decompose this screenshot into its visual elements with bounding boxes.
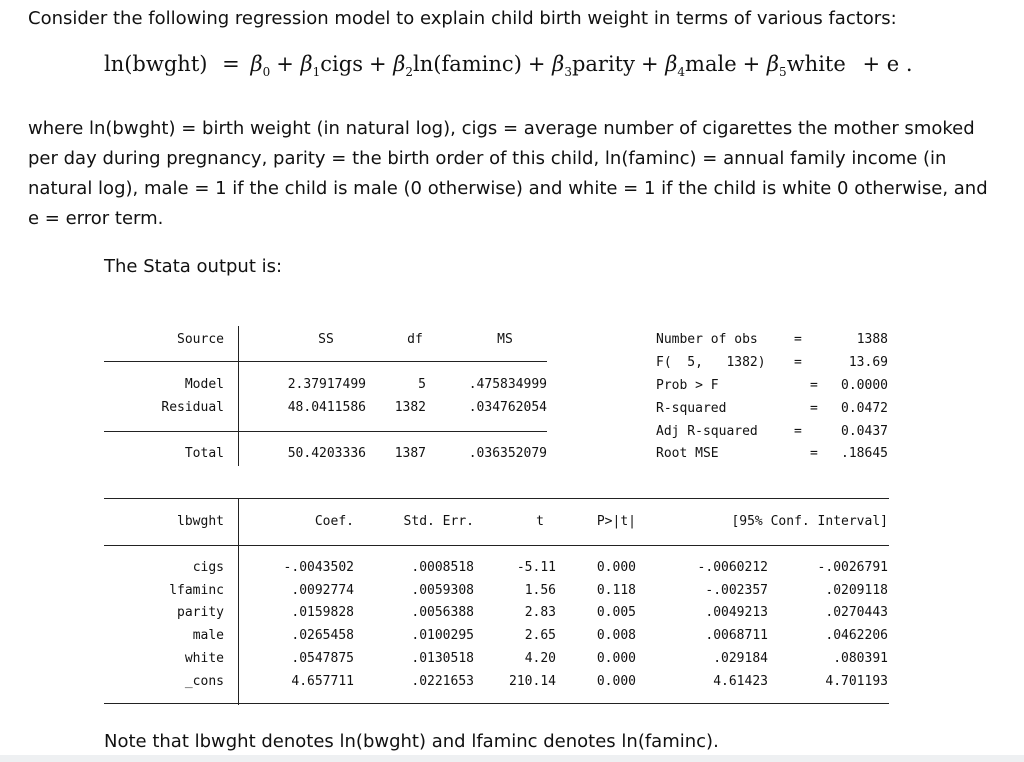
coef-header-rule (104, 545, 889, 546)
equation-plus: + (368, 52, 394, 76)
anova-ms-model: .475834999 (468, 377, 547, 392)
coef-cell-var: male (192, 628, 224, 644)
beta-symbol: β (300, 52, 313, 76)
anova-header-ss: SS (318, 332, 334, 347)
coef-cell-hi: .0209118 (825, 582, 888, 598)
stata-output-label: The Stata output is: (104, 256, 283, 277)
anova-source-residual: Residual (161, 400, 224, 415)
definition-line: e = error term. (28, 208, 164, 229)
equation-variable: ln(faminc) (413, 52, 522, 76)
coef-cell-var: parity (177, 605, 224, 621)
equation-plus: + (640, 52, 666, 76)
anova-total-rule (104, 431, 547, 432)
coef-cell-se: .0059308 (411, 582, 474, 598)
footnote: Note that lbwght denotes ln(bwght) and lfaminc denotes ln(faminc). (104, 731, 719, 752)
stat-value-obs: 1388 (856, 332, 888, 347)
coef-cell-p: 0.005 (596, 605, 636, 621)
equation-variable: white (786, 52, 846, 76)
equation-variable: male (685, 52, 737, 76)
coef-cell-hi: .0462206 (825, 628, 888, 644)
coef-cell-t: 2.83 (524, 605, 556, 621)
anova-source-total: Total (184, 446, 224, 461)
coef-cell-coef: .0265458 (291, 628, 354, 644)
equation-error: + e . (862, 52, 913, 76)
stat-label-rmse: Root MSE (656, 446, 719, 461)
coef-header-var: lbwght (177, 514, 224, 529)
equation-variable: cigs (320, 52, 363, 76)
coef-cell-lo: .0068711 (705, 628, 768, 644)
anova-df-total: 1387 (394, 446, 426, 461)
coef-header-se: Std. Err. (403, 514, 474, 529)
anova-divider (238, 326, 239, 466)
coef-header-ci: [95% Conf. Interval] (731, 514, 888, 529)
stat-label-adjr2: Adj R-squared (656, 424, 758, 439)
beta-subscript: 4 (677, 65, 686, 80)
coef-cell-lo: 4.61423 (713, 673, 768, 689)
coef-cell-p: 0.000 (596, 650, 636, 666)
equation-plus: + (742, 52, 767, 76)
stat-value-f: 13.69 (848, 355, 888, 370)
stat-label-prob: Prob > F (656, 378, 719, 393)
coef-cell-hi: .080391 (833, 650, 888, 666)
coef-cell-coef: -.0043502 (283, 560, 354, 575)
anova-ms-total: .036352079 (468, 446, 547, 461)
stat-label-f: F( 5, 1382) (656, 355, 766, 370)
equation-equals: = (222, 52, 240, 76)
stat-eq: = (810, 446, 818, 461)
equation-plus: + (276, 52, 301, 76)
stat-value-rmse: .18645 (841, 446, 888, 461)
anova-df-residual: 1382 (394, 400, 426, 415)
coef-header-coef: Coef. (314, 514, 354, 529)
equation-term (742, 52, 846, 80)
anova-ss-residual: 48.0411586 (287, 400, 366, 415)
coef-cell-coef: 4.657711 (291, 673, 354, 689)
beta-symbol: β (250, 52, 263, 76)
coef-cell-t: 2.65 (524, 628, 556, 644)
beta-symbol: β (552, 52, 565, 76)
stat-eq: = (794, 355, 802, 370)
coef-cell-se: .0056388 (411, 605, 474, 621)
coef-cell-se: .0221653 (411, 673, 474, 689)
intro-text: Consider the following regression model to explain child birth weight in terms of various factors: (28, 8, 897, 29)
equation-term (250, 52, 271, 80)
coef-cell-lo: .0049213 (705, 605, 768, 621)
coef-cell-hi: 4.701193 (825, 673, 888, 689)
beta-subscript: 5 (779, 65, 787, 80)
stat-value-adjr2: 0.0437 (841, 424, 888, 439)
stat-eq: = (794, 332, 802, 347)
coef-top-rule (104, 498, 889, 499)
coef-cell-se: .0100295 (411, 628, 474, 644)
definition-line: natural log), male = 1 if the child is male (0 otherwise) and white = 1 if the child is white 0 otherwise, and (28, 178, 988, 199)
stat-value-prob: 0.0000 (841, 378, 888, 393)
coef-cell-var: white (184, 650, 224, 666)
coef-cell-t: 1.56 (524, 582, 556, 598)
beta-subscript: 2 (405, 65, 414, 80)
beta-subscript: 3 (564, 65, 572, 80)
anova-df-model: 5 (418, 377, 426, 392)
coef-header-p: P>|t| (596, 514, 636, 529)
stat-label-obs: Number of obs (656, 332, 758, 347)
coef-cell-var: lfaminc (169, 582, 224, 598)
coef-cell-p: 0.118 (596, 582, 636, 598)
anova-ms-residual: .034762054 (468, 400, 547, 415)
coef-cell-hi: -.0026791 (817, 560, 888, 575)
stat-eq: = (810, 378, 818, 393)
definition-line: where ln(bwght) = birth weight (in natural log), cigs = average number of cigarettes the mother smoked (28, 118, 975, 139)
coef-cell-coef: .0159828 (291, 605, 354, 621)
coef-bottom-rule (104, 703, 889, 704)
anova-header-df: df (407, 332, 423, 347)
coef-cell-lo: -.0060212 (697, 560, 768, 575)
beta-symbol: β (393, 52, 406, 76)
beta-subscript: 0 (262, 65, 271, 80)
equation-lhs: ln(bwght) (104, 52, 208, 76)
stat-eq: = (794, 424, 802, 439)
beta-symbol: β (665, 52, 678, 76)
stat-eq: = (810, 401, 818, 416)
coef-cell-var: _cons (184, 673, 224, 689)
definition-line: per day during pregnancy, parity = the birth order of this child, ln(faminc) = annual family income (in (28, 148, 947, 169)
regression-equation (104, 52, 913, 79)
equation-term (276, 52, 363, 80)
coef-cell-se: .0130518 (411, 650, 474, 666)
coef-cell-se: .0008518 (411, 560, 474, 575)
coef-cell-lo: -.002357 (705, 582, 768, 598)
beta-subscript: 1 (312, 65, 321, 80)
coef-cell-coef: .0092774 (291, 582, 354, 598)
coef-cell-coef: .0547875 (291, 650, 354, 666)
coef-divider (238, 499, 239, 705)
equation-plus: + (527, 52, 553, 76)
equation-term (640, 52, 737, 80)
coef-cell-t: 210.14 (509, 673, 556, 689)
anova-header-rule (104, 361, 547, 362)
coef-cell-var: cigs (192, 560, 224, 575)
coef-cell-lo: .029184 (713, 650, 768, 666)
equation-term (368, 52, 522, 80)
equation-term (527, 52, 635, 80)
anova-ss-model: 2.37917499 (287, 377, 366, 392)
anova-ss-total: 50.4203336 (287, 446, 366, 461)
equation-variable: parity (571, 52, 635, 76)
stat-label-r2: R-squared (656, 401, 727, 416)
coef-cell-p: 0.000 (596, 673, 636, 689)
anova-header-source: Source (177, 332, 224, 347)
coef-cell-hi: .0270443 (825, 605, 888, 621)
definitions (28, 114, 1018, 234)
page-bottom-edge (0, 755, 1024, 762)
coef-cell-t: -5.11 (516, 560, 556, 575)
stat-value-r2: 0.0472 (841, 401, 888, 416)
coef-cell-p: 0.000 (596, 560, 636, 575)
beta-symbol: β (766, 52, 780, 76)
anova-header-ms: MS (497, 332, 513, 347)
coef-header-t: t (536, 514, 544, 529)
anova-source-model: Model (184, 377, 224, 392)
coef-cell-p: 0.008 (596, 628, 636, 644)
coef-cell-t: 4.20 (524, 650, 556, 666)
equation-terms (250, 52, 851, 80)
